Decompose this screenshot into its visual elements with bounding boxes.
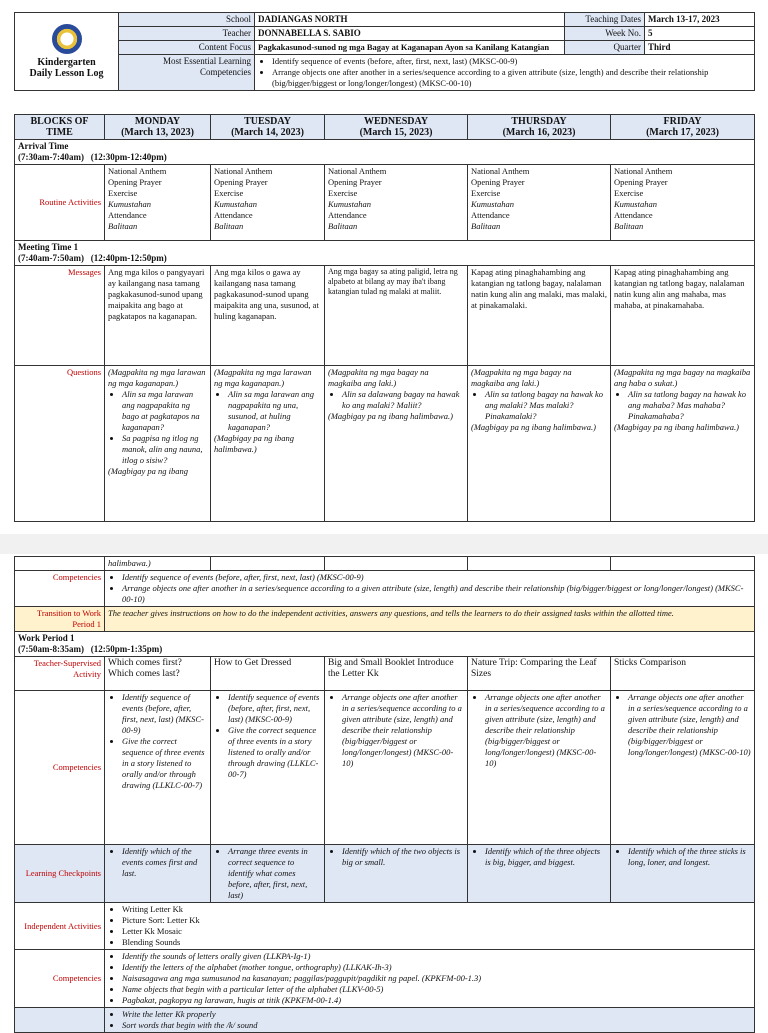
day-header-thursday: THURSDAY (March 16, 2023) <box>468 115 611 140</box>
week-label: Week No. <box>565 27 645 41</box>
melc-item: • Identify sequence of events (before, after, first, next, last) (MKSC-00-9) <box>272 56 751 67</box>
question-cell-tuesday: (Magpakita ng mga larawan ng mga kaganapan.) • Alin sa mga larawan ang nagpapakita ng una, susunod, at huling kaganapan? (Magbigay pa ng ibang halimbawa.) <box>211 366 325 522</box>
meeting-time-row: Meeting Time 1 (7:40am-7:50am) (12:40pm-12:50pm) <box>15 241 755 266</box>
tsa-wednesday: Big and Small Booklet Introduce the Letter Kk <box>325 657 468 691</box>
blocks-of-time-header: BLOCKS OF TIME <box>15 115 105 140</box>
content-focus-value: Pagkakasunod-sunod ng mga Bagay at Kaganapan Ayon sa Kanilang Katangian <box>255 41 565 55</box>
day-header-tuesday: TUESDAY (March 14, 2023) <box>211 115 325 140</box>
teacher-value: DONNABELLA S. SABIO <box>255 27 565 41</box>
day-header-friday: FRIDAY (March 17, 2023) <box>611 115 755 140</box>
competencies-label-top: Competencies <box>15 571 105 607</box>
deped-seal-icon <box>52 24 82 54</box>
comp-wednesday: • Arrange objects one after another in a series/sequence according to a given attribute (size, length) and describe their relationship (big/bigger/biggest or long/longer/longest) (MKSC-00-10) <box>325 691 468 845</box>
transition-label: Transition to Work Period 1 <box>15 607 105 632</box>
question-cell-wednesday: (Magpakita ng mga bagay na magkaiba ang laki.) • Alin sa dalawang bagay na hawak ko ang malaki? Maliit? (Magbigay pa ng ibang halimbawa.) <box>325 366 468 522</box>
question-cell-monday: (Magpakita ng mga larawan ng mga kaganapan.) • Alin sa mga larawan ang nagpapakita ng bago at pagkatapos na kaganapan? • Sa pagpisa ng itlog ng manok, alin ang nauna, itlog o sisiw? (Magbigay pa ng ibang <box>105 366 211 522</box>
day-header-wednesday: WEDNESDAY (March 15, 2023) <box>325 115 468 140</box>
routine-cell-monday: National Anthem Opening Prayer Exercise Kumustahan Attendance Balitaan <box>105 165 211 241</box>
work-period-row: Work Period 1 (7:50am-8:35am) (12:50pm-1:35pm) <box>15 632 755 657</box>
checkpoint-friday: • Identify which of the three sticks is long, loner, and longest. <box>611 845 755 903</box>
message-cell-tuesday: Ang mga kilos o gawa ay kailangang nasa tamang pagkakasunod-sunod upang maipakita ang una, susunod, at huling kaganapan. <box>211 266 325 366</box>
competencies-label-mid: Competencies <box>15 691 105 845</box>
final-rows: • Write the letter Kk properly • Sort words that begin with the /k/ sound <box>105 1008 755 1033</box>
messages-label: Messages <box>15 266 105 366</box>
school-value: DADIANGAS NORTH <box>255 13 565 27</box>
header-table <box>14 12 755 91</box>
message-cell-thursday: Kapag ating pinaghahambing ang katangian ng tatlong bagay, nalalaman natin kung alin ang malaki, mas malaki, at pinakamalaki. <box>468 266 611 366</box>
routine-activities-label: Routine Activities <box>15 165 105 241</box>
message-cell-wednesday: Ang mga bagay sa ating paligid, letra ng alpabeto at bilang ay may iba't ibang katangian tulad ng malaki at maliit. <box>325 266 468 366</box>
comp-monday: • Identify sequence of events (before, after, first, next, last) (MKSC-00-9) • Give the correct sequence of three events in a story listened to orally and/or through drawing (LLKLC-00-7) <box>105 691 211 845</box>
continuation-text: halimbawa.) <box>105 557 211 571</box>
quarter-label: Quarter <box>565 41 645 55</box>
independent-competencies: • Identify the sounds of letters orally given (LLKPA-Ig-1) • Identify the letters of the alphabet (mother tongue, orthography) (LLKAK-Ih-3) • Naisasagawa ang mga sumusunod na kasanayan; paggilas/paggupit/pagdikit ng papel. (KPKFM-00-1.3) • Name objects that begin with a particular letter of the alphabet (LLKV-00-5) • Pagbakat, pagkopya ng larawan, hugis at titik (KPKFM-00-1.4) <box>105 950 755 1008</box>
tsa-friday: Sticks Comparison <box>611 657 755 691</box>
routine-cell-wednesday: National Anthem Opening Prayer Exercise Kumustahan Attendance Balitaan <box>325 165 468 241</box>
day-header-monday: MONDAY (March 13, 2023) <box>105 115 211 140</box>
title-line2: Daily Lesson Log <box>29 68 104 79</box>
teaching-dates-value: March 13-17, 2023 <box>645 13 755 27</box>
independent-activities: • Writing Letter Kk • Picture Sort: Letter Kk • Letter Kk Mosaic • Blending Sounds <box>105 903 755 950</box>
questions-label: Questions <box>15 366 105 522</box>
quarter-value: Third <box>645 41 755 55</box>
tsa-monday: Which comes first? Which comes last? <box>105 657 211 691</box>
melc-label: Most Essential Learning Competencies <box>119 55 255 91</box>
checkpoint-monday: • Identify which of the events comes first and last. <box>105 845 211 903</box>
question-cell-friday: (Magpakita ng mga bagay na magkaiba ang haba o sukat.) • Alin sa tatlong bagay na hawak ko ang mahaba? Mas mahaba? Pinakamahaba? (Magbigay pa ng ibang halimbawa.) <box>611 366 755 522</box>
question-cell-thursday: (Magpakita ng mga bagay na magkaiba ang laki.) • Alin sa tatlong bagay na hawak ko ang malaki? Mas malaki? Pinakamalaki? (Magbigay pa ng ibang halimbawa.) <box>468 366 611 522</box>
week-value: 5 <box>645 27 755 41</box>
checkpoint-tuesday: • Arrange three events in correct sequence to identify what comes before, after, first, next, last) <box>211 845 325 903</box>
page-gap <box>0 534 768 554</box>
competencies-top: • Identify sequence of events (before, after, first, next, last) (MKSC-00-9) • Arrange objects one after another in a series/sequence according to a given attribute (size, length) and describe their relationship (big/bigger/biggest or long/longer/longest) (MKSC-00-10) <box>105 571 755 607</box>
checkpoint-wednesday: • Identify which of the two objects is big or small. <box>325 845 468 903</box>
routine-cell-friday: National Anthem Opening Prayer Exercise Kumustahan Attendance Balitaan <box>611 165 755 241</box>
lesson-table-p2 <box>14 556 755 1033</box>
transition-text: The teacher gives instructions on how to do the independent activities, answers any questions, and tells the learners to do their assigned tasks within the allotted time. <box>105 607 755 632</box>
checkpoint-thursday: • Identify which of the three objects is big, bigger, and biggest. <box>468 845 611 903</box>
page-2 <box>0 554 768 1030</box>
comp-tuesday: • Identify sequence of events (before, after, first, next, last) (MKSC-00-9) • Give the correct sequence of three events in a story listened to orally and/or through drawing (LLKLC-00-7) <box>211 691 325 845</box>
independent-competencies-label: Competencies <box>15 950 105 1008</box>
school-label: School <box>119 13 255 27</box>
tsa-label: Teacher-Supervised Activity <box>15 657 105 691</box>
content-focus-label: Content Focus <box>119 41 255 55</box>
comp-friday: • Arrange objects one after another in a series/sequence according to a given attribute (size, length) and describe their relationship (big/bigger/biggest or long/longer/longest) (MKSC-00-10) <box>611 691 755 845</box>
teaching-dates-label: Teaching Dates <box>565 13 645 27</box>
tsa-thursday: Nature Trip: Comparing the Leaf Sizes <box>468 657 611 691</box>
message-cell-monday: Ang mga kilos o pangyayari ay kailangang nasa tamang pagkakasunod-sunod upang maipakita ang bago at pagkatapos na kaganapan. <box>105 266 211 366</box>
routine-cell-tuesday: National Anthem Opening Prayer Exercise Kumustahan Attendance Balitaan <box>211 165 325 241</box>
teacher-label: Teacher <box>119 27 255 41</box>
comp-thursday: • Arrange objects one after another in a series/sequence according to a given attribute (size, length) and describe their relationship (big/bigger/biggest or long/longer/longest) (MKSC-00-10) <box>468 691 611 845</box>
tsa-tuesday: How to Get Dressed <box>211 657 325 691</box>
lesson-table-p1 <box>14 114 755 522</box>
independent-activities-label: Independent Activities <box>15 903 105 950</box>
title-line1: Kindergarten <box>37 57 96 68</box>
title-block <box>15 13 119 91</box>
message-cell-friday: Kapag ating pinaghahambing ang katangian ng tatlong bagay, nalalaman natin kung alin ang mahaba, mas mahaba, at pinakamahaba. <box>611 266 755 366</box>
melc-list <box>255 55 755 91</box>
arrival-time-row: Arrival Time (7:30am-7:40am) (12:30pm-12:40pm) <box>15 140 755 165</box>
routine-cell-thursday: National Anthem Opening Prayer Exercise Kumustahan Attendance Balitaan <box>468 165 611 241</box>
melc-item: • Arrange objects one after another in a series/sequence according to a given attribute (size, length) and describe their relationship (big/bigger/biggest or long/longer/longest) (MKSC-00-10) <box>272 67 751 89</box>
checkpoints-label: Learning Checkpoints <box>15 845 105 903</box>
